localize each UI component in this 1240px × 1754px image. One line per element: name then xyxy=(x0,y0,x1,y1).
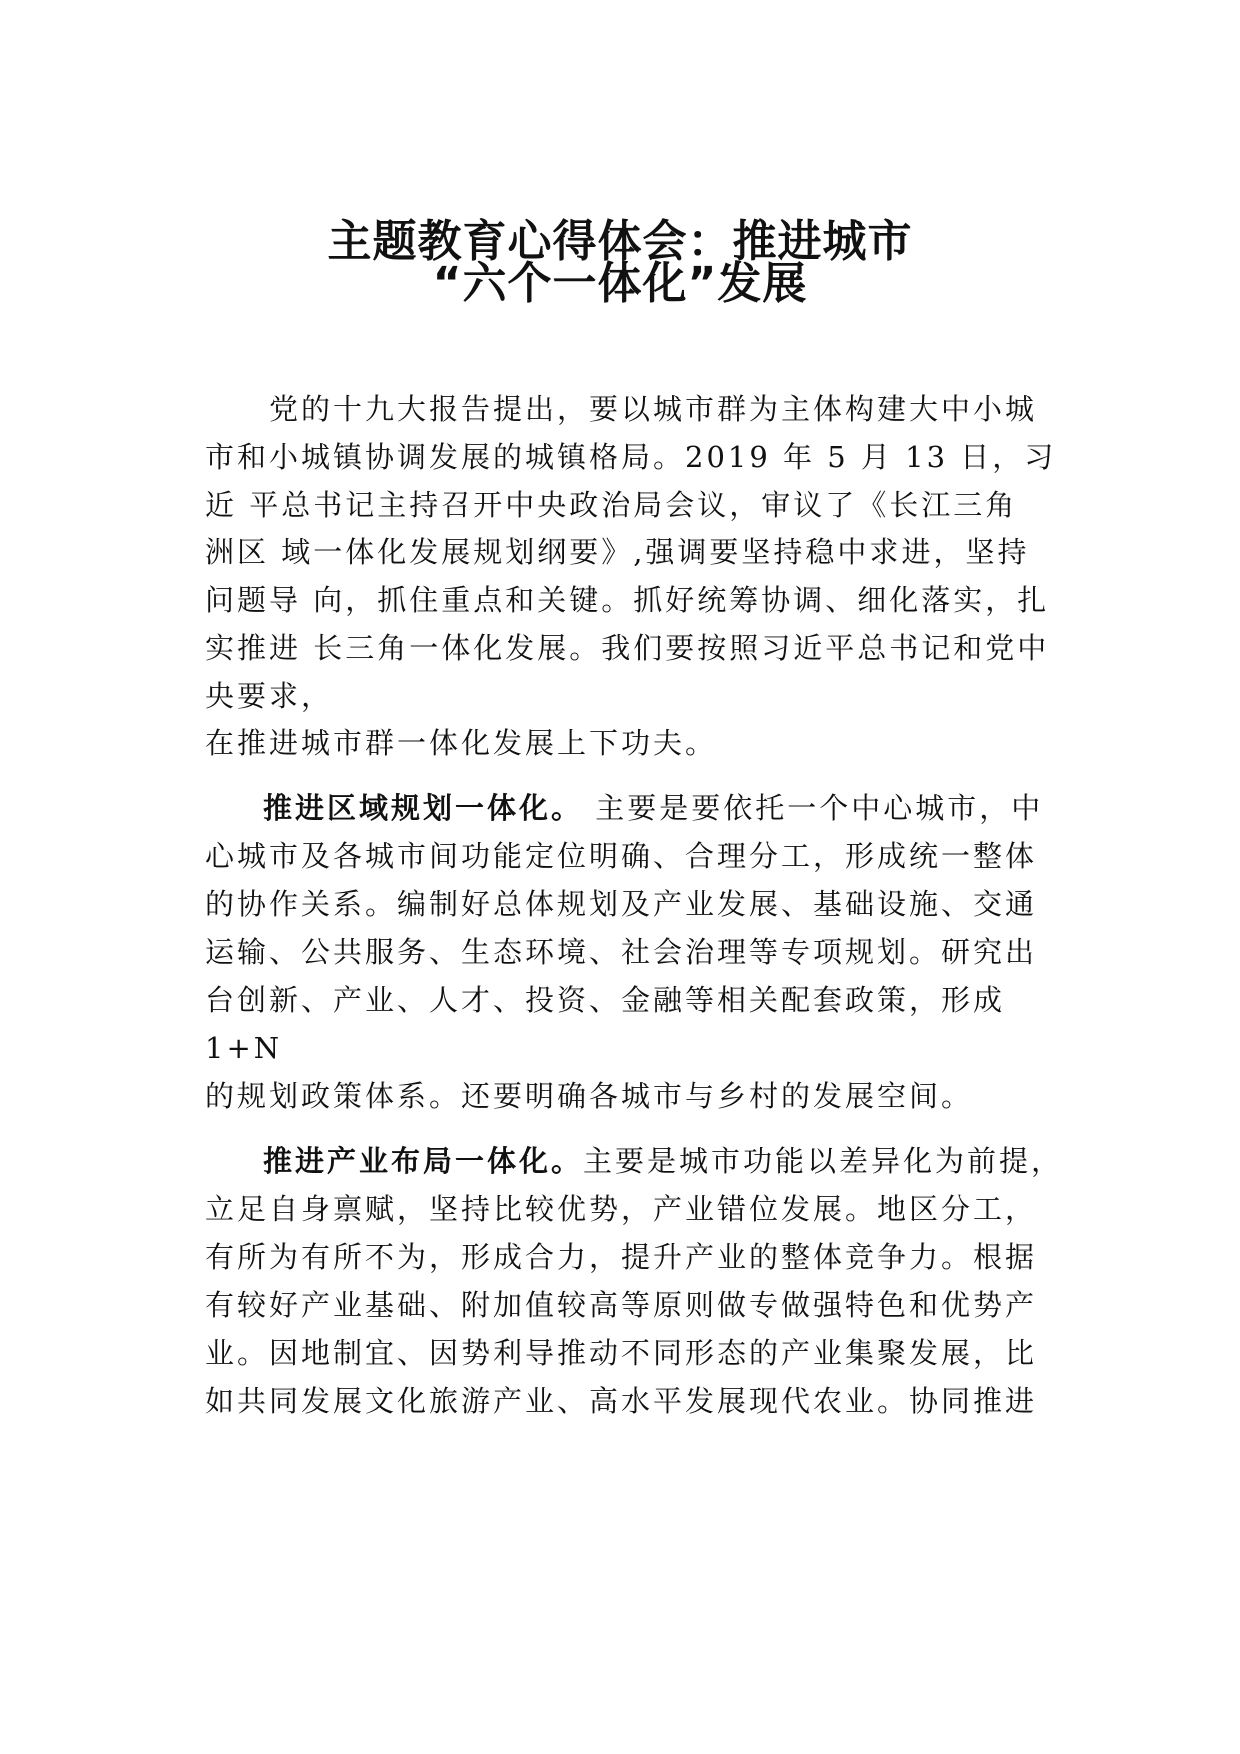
paragraph-1-line: 近 平总书记主持召开中央政治局会议，审议了《长江三角 xyxy=(205,488,1018,522)
document-title-line-1: 主题教育心得体会：推进城市 xyxy=(327,216,913,267)
paragraph-2-first-text: 主要是要依托一个中心城市，中 xyxy=(583,791,1044,825)
paragraph-1-line: 党的十九大报告提出，要以城市群为主体构建大中小城 xyxy=(205,392,1038,426)
document-title-line-2: “六个一体化”发展 xyxy=(432,258,808,309)
paragraph-3-line: 立足自身禀赋，坚持比较优势，产业错位发展。地区分工， xyxy=(205,1192,1038,1226)
paragraph-1-line: 市和小城镇协调发展的城镇格局。2019 年 5 月 13 日，习 xyxy=(205,440,1057,474)
paragraph-1-line: 洲区 域一体化发展规划纲要》,强调要坚持稳中求进，坚持 xyxy=(205,535,1030,569)
paragraph-2-line: 运输、公共服务、生态环境、社会治理等专项规划。研究出 xyxy=(205,935,1038,969)
paragraph-1-line: 在推进城市群一体化发展上下功夫。 xyxy=(205,726,718,760)
paragraph-3-line: 有较好产业基础、附加值较高等原则做专做强特色和优势产 xyxy=(205,1288,1038,1322)
paragraph-2-line: 的规划政策体系。还要明确各城市与乡村的发展空间。 xyxy=(205,1079,974,1113)
paragraph-3-first-line xyxy=(205,1141,1063,1181)
paragraph-2-line: 的协作关系。编制好总体规划及产业发展、基础设施、交通 xyxy=(205,887,1038,921)
paragraph-3-line: 如共同发展文化旅游产业、高水平发展现代农业。协同推进 xyxy=(205,1384,1038,1418)
paragraph-2-heading: 推进区域规划一体化。 xyxy=(263,791,584,825)
paragraph-2-first-line xyxy=(205,788,1043,828)
paragraph-1-line: 问题导 向，抓住重点和关键。抓好统筹协调、细化落实，扎 xyxy=(205,583,1050,617)
paragraph-1-line: 央要求， xyxy=(205,679,334,713)
paragraph-3-line: 业。因地制宜、因势利导推动不同形态的产业集聚发展，比 xyxy=(205,1336,1038,1370)
paragraph-3-line: 有所为有所不为，形成合力，提升产业的整体竞争力。根据 xyxy=(205,1240,1038,1274)
paragraph-2-line: 台创新、产业、人才、投资、金融等相关配套政策，形成 xyxy=(205,983,1006,1017)
paragraph-2-line: 心城市及各城市间功能定位明确、合理分工，形成统一整体 xyxy=(205,839,1038,873)
paragraph-1-line: 实推进 长三角一体化发展。我们要按照习近平总书记和党中 xyxy=(205,631,1050,665)
paragraph-2-line: 1+N xyxy=(205,1031,283,1065)
paragraph-3-heading: 推进产业布局一体化。 xyxy=(263,1144,584,1178)
paragraph-3-first-text: 主要是城市功能以差异化为前提， xyxy=(583,1144,1064,1178)
